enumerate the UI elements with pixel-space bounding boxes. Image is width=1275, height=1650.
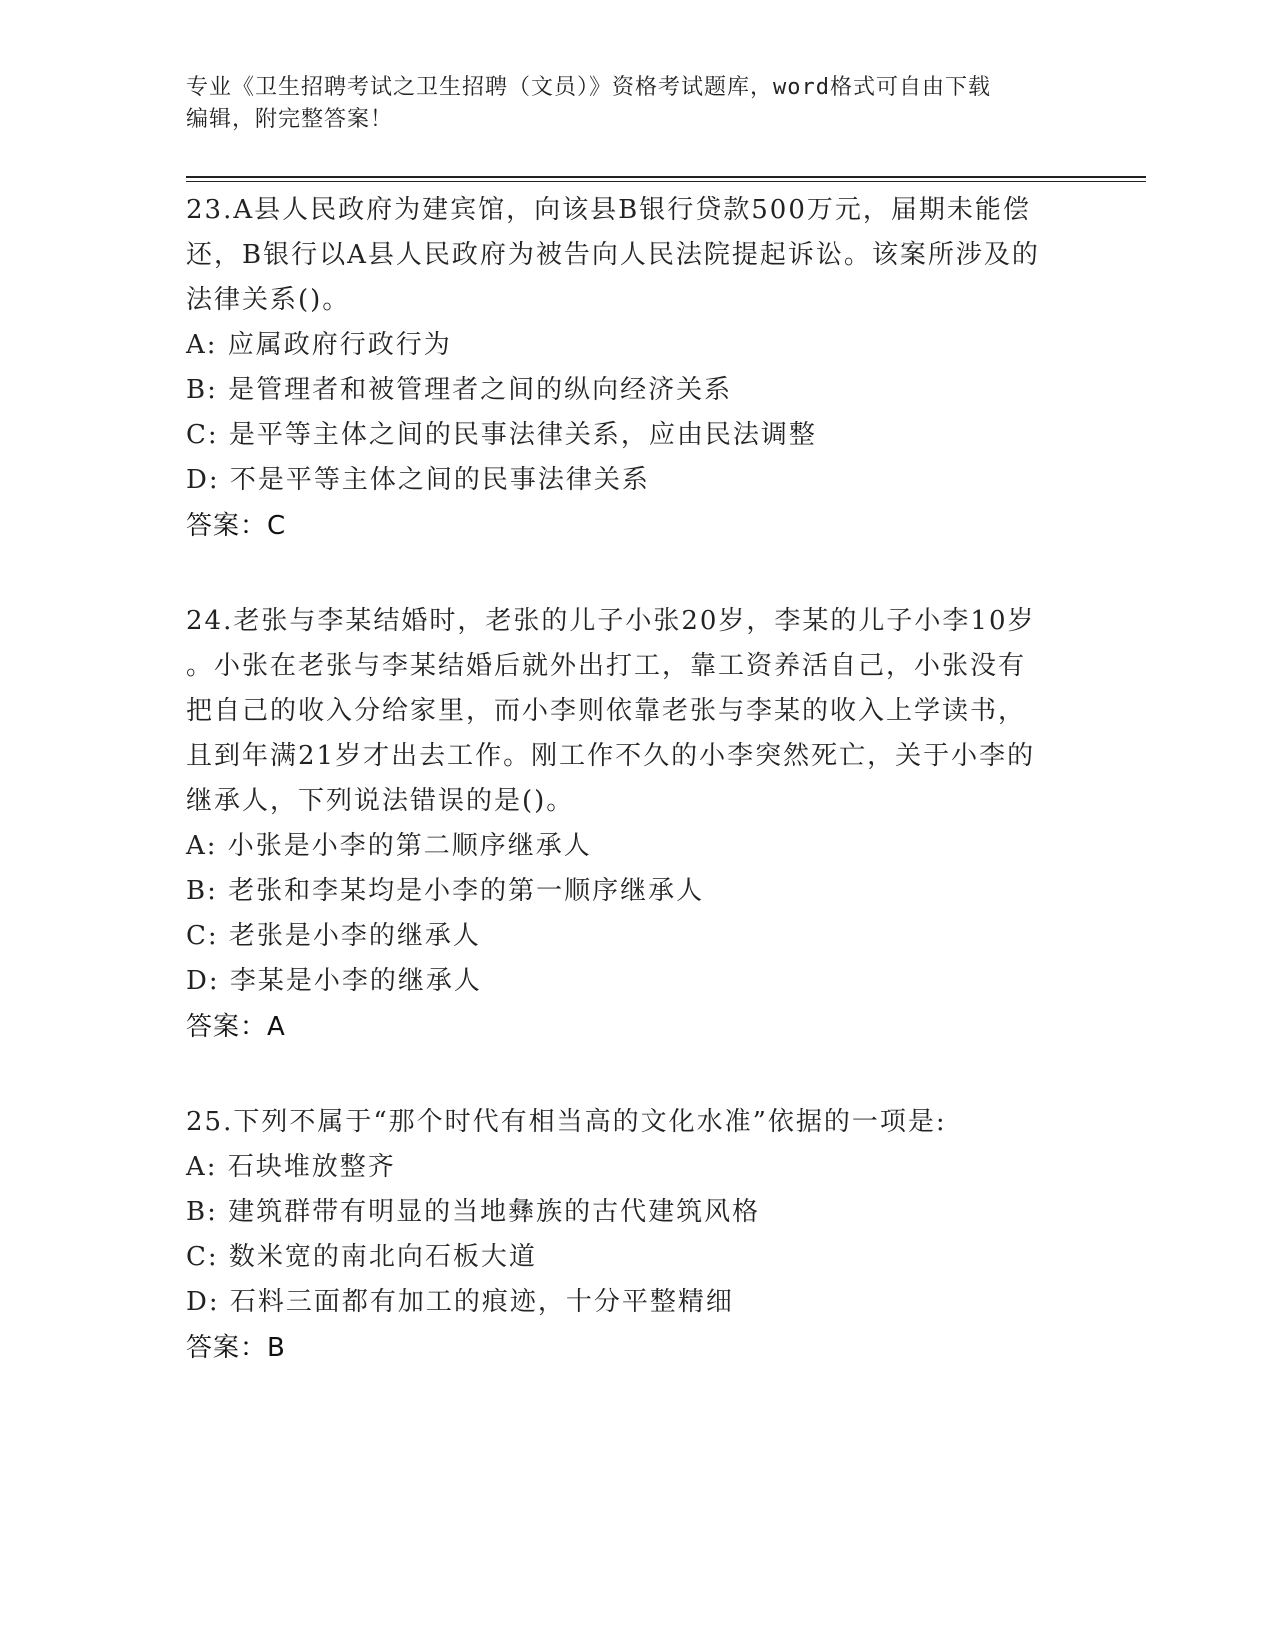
header-divider-thin — [186, 181, 1146, 182]
option-b: B: 建筑群带有明显的当地彝族的古代建筑风格 — [186, 1197, 761, 1227]
option-c: C: 是平等主体之间的民事法律关系，应由民法调整 — [186, 420, 817, 450]
option-c: C: 老张是小李的继承人 — [186, 921, 481, 951]
option-a: A: 石块堆放整齐 — [186, 1152, 396, 1182]
question-25 — [186, 1100, 1086, 1371]
question-stem-line: 法律关系()。 — [186, 285, 351, 315]
answer-line: 答案：B — [186, 1333, 286, 1363]
option-c: C: 数米宽的南北向石板大道 — [186, 1242, 537, 1272]
header-divider-thick — [186, 176, 1146, 178]
option-d: D: 不是平等主体之间的民事法律关系 — [186, 465, 650, 495]
question-list — [186, 188, 1086, 1421]
header-line: 编辑，附完整答案！ — [186, 107, 394, 132]
question-stem-line: 。小张在老张与李某结婚后就外出打工，靠工资养活自己，小张没有 — [186, 651, 1027, 681]
question-stem-line: 23.A县人民政府为建宾馆，向该县B银行贷款500万元，届期未能偿 — [186, 195, 1031, 225]
question-stem-line: 24.老张与李某结婚时，老张的儿子小张20岁，李某的儿子小李10岁 — [186, 606, 1036, 636]
document-header — [186, 72, 1086, 136]
answer-line: 答案：A — [186, 1012, 286, 1042]
question-stem-line: 且到年满21岁才出去工作。刚工作不久的小李突然死亡，关于小李的 — [186, 741, 1036, 771]
question-stem-line: 25.下列不属于“那个时代有相当高的文化水准”依据的一项是: — [186, 1107, 947, 1137]
question-stem-line: 把自己的收入分给家里，而小李则依靠老张与李某的收入上学读书， — [186, 696, 1027, 726]
option-d: D: 石料三面都有加工的痕迹，十分平整精细 — [186, 1287, 734, 1317]
option-a: A: 小张是小李的第二顺序继承人 — [186, 831, 592, 861]
option-b: B: 是管理者和被管理者之间的纵向经济关系 — [186, 375, 733, 405]
answer-line: 答案：C — [186, 511, 287, 541]
question-24 — [186, 599, 1086, 1050]
option-b: B: 老张和李某均是小李的第一顺序继承人 — [186, 876, 705, 906]
option-a: A: 应属政府行政行为 — [186, 330, 452, 360]
question-23 — [186, 188, 1086, 549]
option-d: D: 李某是小李的继承人 — [186, 966, 482, 996]
question-stem-line: 还，B银行以A县人民政府为被告向人民法院提起诉讼。该案所涉及的 — [186, 240, 1040, 270]
question-stem-line: 继承人，下列说法错误的是()。 — [186, 786, 575, 816]
header-line: 专业《卫生招聘考试之卫生招聘（文员）》资格考试题库，word格式可自由下载 — [186, 75, 991, 100]
